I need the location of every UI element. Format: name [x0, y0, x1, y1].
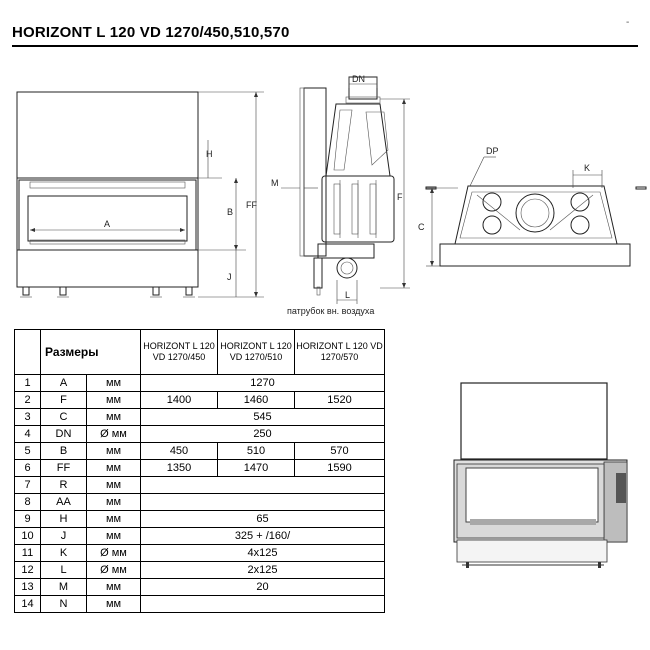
column-header-510: HORIZONT L 120 VD 1270/510 [218, 330, 295, 375]
table-row [15, 596, 385, 613]
row-unit: Ø мм [87, 545, 141, 562]
label-J: J [227, 272, 232, 282]
row-value: 570 [295, 443, 385, 460]
row-number: 2 [15, 392, 41, 409]
row-symbol: F [41, 392, 87, 409]
row-value: 1400 [141, 392, 218, 409]
row-value [141, 596, 385, 613]
column-header-450: HORIZONT L 120 VD 1270/450 [141, 330, 218, 375]
row-value: 450 [141, 443, 218, 460]
row-symbol: L [41, 562, 87, 579]
row-symbol: M [41, 579, 87, 596]
row-number: 11 [15, 545, 41, 562]
row-symbol: R [41, 477, 87, 494]
row-value: 1460 [218, 392, 295, 409]
label-B: B [227, 207, 234, 217]
row-number: 13 [15, 579, 41, 596]
row-unit: Ø мм [87, 426, 141, 443]
row-unit: Ø мм [87, 562, 141, 579]
row-value: 1350 [141, 460, 218, 477]
row-number: 1 [15, 375, 41, 392]
table-row [15, 545, 385, 562]
front-door-frame [19, 180, 196, 250]
label-C: C [418, 222, 425, 232]
row-unit: мм [87, 596, 141, 613]
row-number: 4 [15, 426, 41, 443]
label-DP: DP [486, 146, 499, 156]
table-row [15, 562, 385, 579]
row-value [141, 477, 385, 494]
row-value: 545 [141, 409, 385, 426]
row-unit: мм [87, 511, 141, 528]
table-row [15, 511, 385, 528]
row-number: 12 [15, 562, 41, 579]
page-title: HORIZONT L 120 VD 1270/450,510,570 [12, 24, 290, 41]
row-unit: мм [87, 460, 141, 477]
row-value [141, 494, 385, 511]
table-row [15, 409, 385, 426]
front-outline [17, 92, 198, 287]
row-unit: мм [87, 579, 141, 596]
row-value: 1520 [295, 392, 385, 409]
row-value: 1270 [141, 375, 385, 392]
table-row [15, 460, 385, 477]
row-number: 9 [15, 511, 41, 528]
row-unit: мм [87, 392, 141, 409]
label-A: A [104, 219, 111, 229]
front-feet [20, 287, 195, 297]
row-unit: мм [87, 443, 141, 460]
table-header-label: Размеры [41, 330, 141, 375]
row-unit: мм [87, 528, 141, 545]
row-value: 325 + /160/ [141, 528, 385, 545]
row-symbol: FF [41, 460, 87, 477]
label-DN: DN [352, 74, 365, 84]
corner-mark: - [626, 17, 630, 28]
row-value: 4x125 [141, 545, 385, 562]
row-value: 510 [218, 443, 295, 460]
row-symbol: N [41, 596, 87, 613]
row-number: 10 [15, 528, 41, 545]
label-L: L [345, 290, 351, 300]
row-symbol: A [41, 375, 87, 392]
label-F: F [397, 192, 403, 202]
front-view [17, 92, 264, 297]
row-number: 5 [15, 443, 41, 460]
fireplace-product-view [454, 383, 627, 568]
column-header-570: HORIZONT L 120 VD 1270/570 [295, 330, 385, 375]
row-value: 1470 [218, 460, 295, 477]
table-row [15, 477, 385, 494]
row-value: 20 [141, 579, 385, 596]
row-value: 250 [141, 426, 385, 443]
row-symbol: J [41, 528, 87, 545]
row-symbol: AA [41, 494, 87, 511]
row-symbol: C [41, 409, 87, 426]
row-number: 3 [15, 409, 41, 426]
row-number: 14 [15, 596, 41, 613]
top-view [426, 157, 646, 266]
label-M: M [271, 178, 279, 188]
row-value: 2x125 [141, 562, 385, 579]
front-hood [17, 92, 198, 178]
side-view [281, 77, 410, 304]
row-number: 7 [15, 477, 41, 494]
label-FF: FF [246, 200, 257, 210]
table-row [15, 579, 385, 596]
table-row [15, 494, 385, 511]
table-row [15, 426, 385, 443]
row-value: 65 [141, 511, 385, 528]
row-unit: мм [87, 409, 141, 426]
row-symbol: DN [41, 426, 87, 443]
table-row [15, 528, 385, 545]
row-unit: мм [87, 494, 141, 511]
row-number: 8 [15, 494, 41, 511]
table-body [15, 375, 385, 613]
table-row [15, 392, 385, 409]
row-value: 1590 [295, 460, 385, 477]
row-unit: мм [87, 375, 141, 392]
row-symbol: B [41, 443, 87, 460]
label-H: H [206, 149, 213, 159]
label-K: K [584, 163, 591, 173]
row-symbol: K [41, 545, 87, 562]
row-number: 6 [15, 460, 41, 477]
air-inlet [337, 258, 357, 278]
table-row [15, 443, 385, 460]
air-inlet-caption: патрубок вн. воздуха [287, 306, 375, 316]
dimensions-table [14, 329, 385, 613]
row-symbol: H [41, 511, 87, 528]
row-unit: мм [87, 477, 141, 494]
table-row [15, 375, 385, 392]
